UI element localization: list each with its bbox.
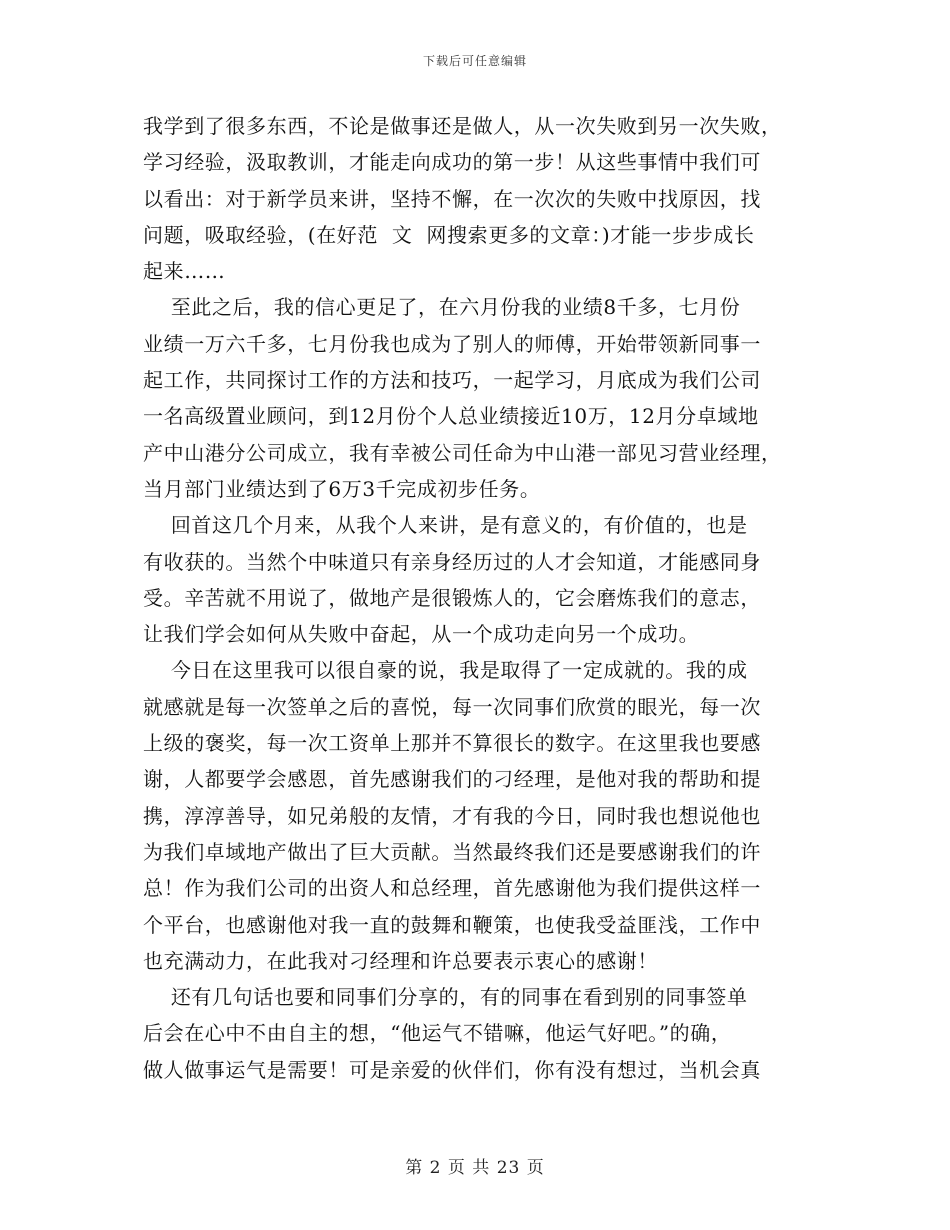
text-line: 也充满动力，在此我对刁经理和许总要表示衷心的感谢！ bbox=[143, 948, 658, 973]
text-line: 做人做事运气是需要！可是亲爱的伙伴们，你有没有想过，当机会真 bbox=[143, 1057, 761, 1082]
text-line: 为我们卓域地产做出了巨大贡献。当然最终我们还是要感谢我们的许 bbox=[143, 839, 761, 864]
text-line: 上级的褒奖，每一次工资单上那并不算很长的数字。在这里我也要感 bbox=[143, 731, 761, 756]
text-line: 以看出：对于新学员来讲，坚持不懈，在一次次的失败中找原因，找 bbox=[143, 186, 761, 211]
text-line: 产中山港分公司成立，我有幸被公司任命为中山港一部见习营业经理， bbox=[143, 440, 782, 465]
text-line: 今日在这里我可以很自豪的说，我是取得了一定成就的。我的成 bbox=[143, 658, 748, 683]
document-body bbox=[143, 108, 803, 1088]
text-line: 就感就是每一次签单之后的喜悦，每一次同事们欣赏的眼光，每一次 bbox=[143, 694, 761, 719]
text-line: 至此之后，我的信心更足了，在六月份我的业绩8千多，七月份 bbox=[143, 295, 741, 320]
text-line: 问题，吸取经验，(在好范 文 网搜索更多的文章：)才能一步步成长 bbox=[143, 222, 755, 247]
text-line: 起来…… bbox=[143, 259, 226, 284]
text-line: 回首这几个月来，从我个人来讲，是有意义的，有价值的，也是 bbox=[143, 513, 748, 538]
text-line: 学习经验，汲取教训，才能走向成功的第一步！从这些事情中我们可 bbox=[143, 150, 761, 175]
page-header: 下载后可任意编辑 bbox=[422, 54, 527, 68]
text-line: 还有几句话也要和同事们分享的，有的同事在看到别的同事签单 bbox=[143, 985, 748, 1010]
text-line: 起工作，共同探讨工作的方法和技巧，一起学习，月底成为我们公司 bbox=[143, 368, 761, 393]
text-line: 总！作为我们公司的出资人和总经理，首先感谢他为我们提供这样一 bbox=[143, 876, 761, 901]
text-line: 携，淳淳善导，如兄弟般的友情，才有我的今日，同时我也想说他也 bbox=[143, 803, 761, 828]
text-line: 个平台，也感谢他对我一直的鼓舞和鞭策，也使我受益匪浅，工作中 bbox=[143, 912, 761, 937]
text-line: 当月部门业绩达到了6万3千完成初步任务。 bbox=[143, 476, 541, 501]
text-line: 有收获的。当然个中味道只有亲身经历过的人才会知道，才能感同身 bbox=[143, 549, 761, 574]
text-line: 我学到了很多东西，不论是做事还是做人，从一次失败到另一次失败， bbox=[143, 114, 782, 138]
text-line: 后会在心中不由自主的想，“他运气不错嘛，他运气好吧。”的确， bbox=[143, 1021, 732, 1046]
text-line: 谢，人都要学会感恩，首先感谢我们的刁经理，是他对我的帮助和提 bbox=[143, 767, 761, 792]
text-line: 业绩一万六千多，七月份我也成为了别人的师傅，开始带领新同事一 bbox=[143, 331, 761, 356]
page-number-footer: 第 2 页 共 23 页 bbox=[405, 1158, 545, 1178]
text-line: 让我们学会如何从失败中奋起，从一个成功走向另一个成功。 bbox=[143, 622, 700, 647]
text-line: 受。辛苦就不用说了，做地产是很锻炼人的，它会磨炼我们的意志， bbox=[143, 585, 761, 610]
text-line: 一名高级置业顾问，到12月份个人总业绩接近10万，12月分卓域地 bbox=[143, 404, 759, 429]
